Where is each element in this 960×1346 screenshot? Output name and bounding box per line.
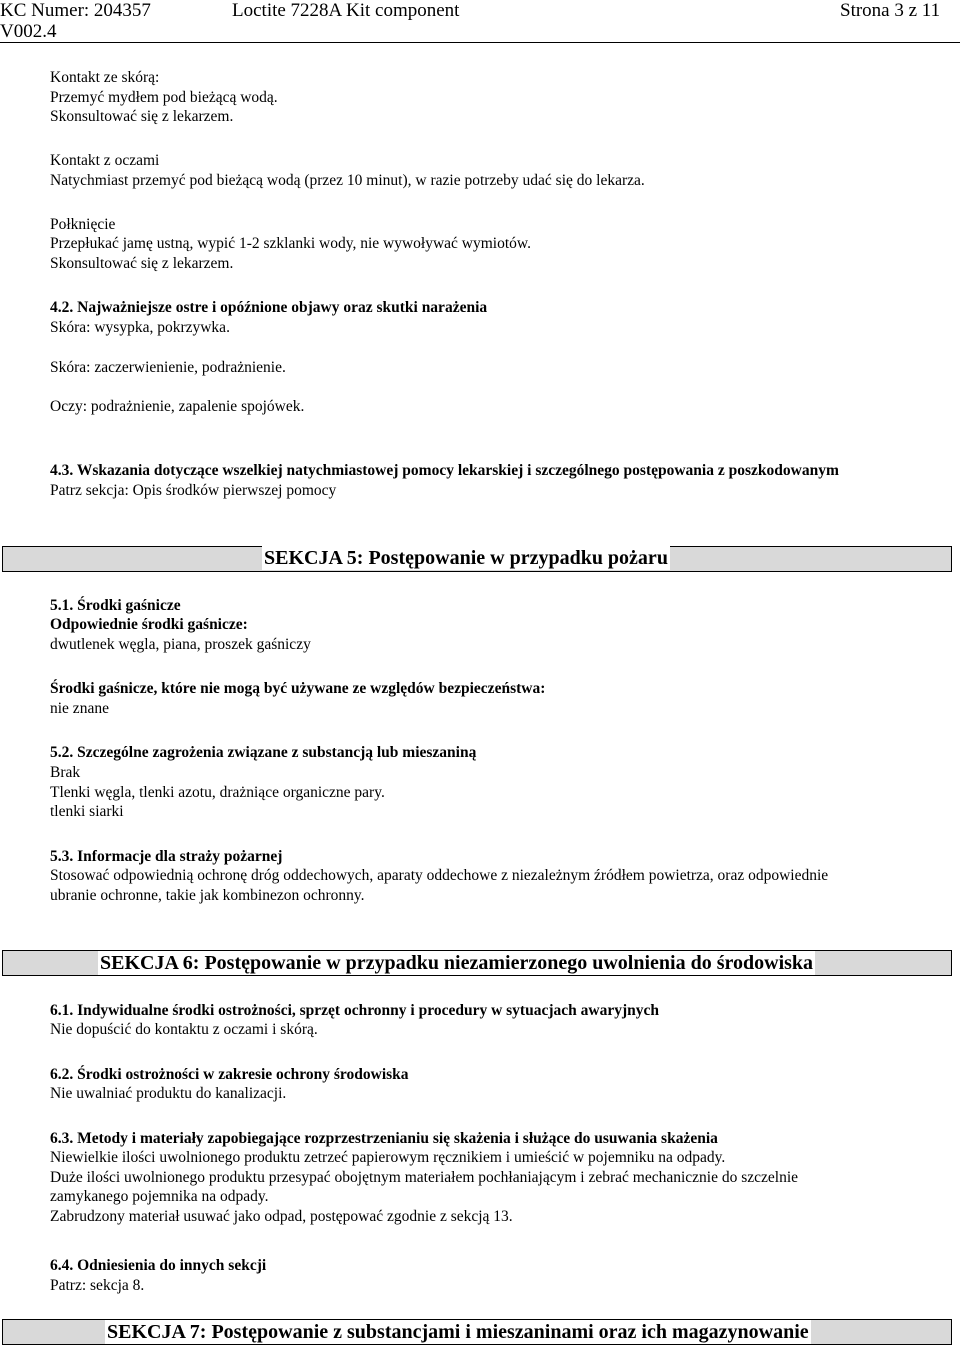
reference-line: Patrz: sekcja 8. <box>50 1277 145 1294</box>
skin-contact-heading: Kontakt ze skórą: <box>50 69 160 86</box>
section-7-title: SEKCJA 7: Postępowanie z substancjami i mieszaninami oraz ich magazynowanie <box>107 1321 809 1343</box>
firefighter-advice-line: Stosować odpowiednią ochronę dróg oddechowych, aparaty oddechowe z niezależnym źródłem powietrza, oraz odpowiednie <box>50 867 829 884</box>
header-rule <box>0 42 960 43</box>
ingestion-heading: Połknięcie <box>50 216 116 233</box>
symptom-line: Skóra: wysypka, pokrzywka. <box>50 319 230 336</box>
eye-contact-heading: Kontakt z oczami <box>50 152 160 169</box>
precaution-line: Nie dopuścić do kontaktu z oczami i skórą. <box>50 1021 318 1038</box>
subsection-heading-5-1: 5.1. Środki gaśnicze <box>50 597 181 614</box>
subsection-heading-6-4: 6.4. Odniesienia do innych sekcji <box>50 1257 267 1274</box>
cleanup-line: Duże ilości uwolnionego produktu przesypać obojętnym materiałem pochłaniającym i zebrać mechanicznie do szczelnie <box>50 1169 799 1186</box>
ingestion-line: Skonsultować się z lekarzem. <box>50 255 234 272</box>
cleanup-line: Niewielkie ilości uwolnionego produktu zetrzeć papierowym ręcznikiem i umieścić w pojemniku na odpady. <box>50 1149 726 1166</box>
subsection-heading-5-3: 5.3. Informacje dla straży pożarnej <box>50 848 283 865</box>
unsuitable-media-line: nie znane <box>50 700 109 717</box>
subsection-heading-6-2: 6.2. Środki ostrożności w zakresie ochrony środowiska <box>50 1066 409 1083</box>
page-number: Strona 3 z 11 <box>840 0 941 21</box>
product-name: Loctite 7228A Kit component <box>232 0 460 21</box>
symptom-line: Oczy: podrażnienie, zapalenie spojówek. <box>50 398 305 415</box>
subsection-heading-5-2: 5.2. Szczególne zagrożenia związane z substancją lub mieszaniną <box>50 744 477 761</box>
subsection-heading-6-3: 6.3. Metody i materiały zapobiegające rozprzestrzenianiu się skażenia i służące do usuwania skażenia <box>50 1130 718 1147</box>
hazard-line: Brak <box>50 764 81 781</box>
version: V002.4 <box>0 21 57 42</box>
suitable-media-heading: Odpowiednie środki gaśnicze: <box>50 616 248 633</box>
subsection-heading-6-1: 6.1. Indywidualne środki ostrożności, sprzęt ochronny i procedury w sytuacjach awaryjnych <box>50 1002 659 1019</box>
skin-contact-line: Przemyć mydłem pod bieżącą wodą. <box>50 89 278 106</box>
hazard-line: Tlenki węgla, tlenki azotu, drażniące organiczne pary. <box>50 784 385 801</box>
ingestion-line: Przepłukać jamę ustną, wypić 1-2 szklanki wody, nie wywoływać wymiotów. <box>50 235 531 252</box>
environmental-line: Nie uwalniać produktu do kanalizacji. <box>50 1085 287 1102</box>
cleanup-line: zamykanego pojemnika na odpady. <box>50 1188 269 1205</box>
section-6-title: SEKCJA 6: Postępowanie w przypadku niezamierzonego uwolnienia do środowiska <box>100 952 814 974</box>
skin-contact-line: Skonsultować się z lekarzem. <box>50 108 234 125</box>
suitable-media-line: dwutlenek węgla, piana, proszek gaśniczy <box>50 636 311 653</box>
firefighter-advice-line: ubranie ochronne, takie jak kombinezon ochronny. <box>50 887 365 904</box>
subsection-heading-4-3: 4.3. Wskazania dotyczące wszelkiej natychmiastowej pomocy lekarskiej i szczególnego postępowania z poszkodowanym <box>50 462 839 479</box>
eye-contact-line: Natychmiast przemyć pod bieżącą wodą (przez 10 minut), w razie potrzeby udać się do lekarza. <box>50 172 645 189</box>
unsuitable-media-heading: Środki gaśnicze, które nie mogą być używane ze względów bezpieczeństwa: <box>50 680 546 697</box>
subsection-heading-4-2: 4.2. Najważniejsze ostre i opóźnione objawy oraz skutki narażenia <box>50 299 488 316</box>
kc-number: KC Numer: 204357 <box>0 0 151 21</box>
medical-attention-line: Patrz sekcja: Opis środków pierwszej pomocy <box>50 482 337 499</box>
symptom-line: Skóra: zaczerwienienie, podrażnienie. <box>50 359 286 376</box>
section-5-title: SEKCJA 5: Postępowanie w przypadku pożaru <box>264 547 668 569</box>
hazard-line: tlenki siarki <box>50 803 124 820</box>
cleanup-line: Zabrudzony materiał usuwać jako odpad, postępować zgodnie z sekcją 13. <box>50 1208 513 1225</box>
